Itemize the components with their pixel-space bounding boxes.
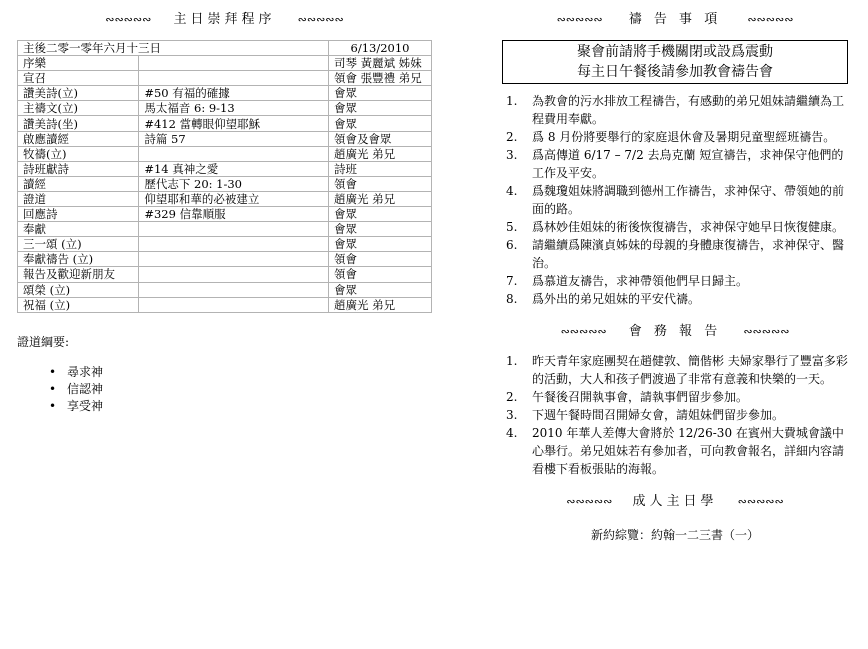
order-person: 領會: [329, 252, 432, 267]
table-row: [18, 237, 432, 252]
outline-item-text: 尋求神: [67, 364, 104, 379]
order-person: 會眾: [329, 222, 432, 237]
order-person: 會眾: [329, 86, 432, 101]
bullet-icon: •: [49, 398, 57, 413]
order-person: 領會及會眾: [329, 131, 432, 146]
decoration-left: ∾∾∾∾∾: [560, 325, 607, 338]
list-item: [500, 146, 850, 182]
item-text: 爲慕道友禱告，求神帶領他們早日歸主。: [532, 274, 749, 288]
announcements-column: [500, 8, 850, 543]
notice-line: 每主日午餐後請參加教會禱告會: [577, 64, 773, 80]
list-item: [500, 352, 850, 388]
order-content: [139, 252, 329, 267]
order-item: 頌榮 (立): [18, 282, 139, 297]
prayer-list: [500, 92, 850, 308]
order-person: 領會: [329, 267, 432, 282]
order-person: 會眾: [329, 101, 432, 116]
list-item: [500, 424, 850, 478]
order-content: 歷代志下 20: 1-30: [139, 176, 329, 191]
list-item: [49, 381, 432, 398]
order-person: 趙廣光 弟兄: [329, 146, 432, 161]
table-header-row: [18, 41, 432, 56]
order-item: 主禱文(立): [18, 101, 139, 116]
order-item: 讚美詩(立): [18, 86, 139, 101]
order-item: 回應詩: [18, 207, 139, 222]
sermon-outline-list: [49, 364, 432, 415]
decoration-right: ∾∾∾∾∾: [743, 325, 790, 338]
order-content: [139, 56, 329, 71]
item-number: 3.: [506, 148, 518, 162]
table-row: [18, 191, 432, 206]
table-row: [18, 176, 432, 191]
item-text: 爲 8 月份將要舉行的家庭退休會及暑期兒童聖經班禱告。: [532, 130, 836, 144]
order-item: 牧禱(立): [18, 146, 139, 161]
item-text: 下週午餐時間召開婦女會，請姐妹們留步參加。: [532, 408, 785, 422]
order-content: [139, 146, 329, 161]
item-number: 8.: [506, 292, 518, 306]
list-item: [500, 182, 850, 218]
decoration-left: ∾∾∾∾∾: [105, 13, 152, 26]
order-content: [139, 267, 329, 282]
table-row: [18, 56, 432, 71]
prayer-title: 禱 告 事 項: [628, 12, 722, 27]
item-number: 2.: [506, 390, 518, 404]
table-row: [18, 86, 432, 101]
item-number: 1.: [506, 354, 518, 368]
item-text: 昨天青年家庭團契在趙健敦、簡偕彬 夫婦家舉行了豐富多彩的活動，大人和孩子們渡過了非常有意義和快樂的一天。: [532, 354, 848, 386]
order-content: #329 信靠順服: [139, 207, 329, 222]
table-row: [18, 222, 432, 237]
item-number: 6.: [506, 238, 518, 252]
order-content: [139, 297, 329, 312]
order-content: [139, 237, 329, 252]
order-content: #412 當轉眼仰望耶穌: [139, 116, 329, 131]
list-item: [500, 388, 850, 406]
order-item: 三一頌 (立): [18, 237, 139, 252]
notice-line: 聚會前請將手機關閉或設爲震動: [577, 44, 773, 60]
order-item: 證道: [18, 191, 139, 206]
order-content: [139, 282, 329, 297]
item-text: 2010 年華人差傳大會將於 12/26-30 在賓州大費城會議中心舉行。弟兄姐妹若有參加者，可向教會報名，詳細内容請看樓下看板張貼的海報。: [532, 426, 845, 476]
table-row: [18, 282, 432, 297]
item-text: 午餐後召開執事會，請執事們留步參加。: [532, 390, 749, 404]
table-row: [18, 297, 432, 312]
item-text: 請繼續爲陳濱貞姊妹的母親的身體康復禱告，求神保守、醫 治。: [532, 238, 845, 270]
order-item: 宣召: [18, 71, 139, 86]
decoration-left: ∾∾∾∾∾: [556, 13, 603, 26]
item-number: 3.: [506, 408, 518, 422]
order-person: 會眾: [329, 207, 432, 222]
order-content: 馬太福音 6: 9-13: [139, 101, 329, 116]
order-person: 司琴 黃麗斌 姊妹: [329, 56, 432, 71]
sermon-outline-title: 證道綱要:: [17, 334, 70, 349]
service-date-text: 主後二零一零年六月十三日: [18, 41, 329, 56]
service-date: 6/13/2010: [329, 41, 432, 56]
table-row: [18, 146, 432, 161]
order-item: 序樂: [18, 56, 139, 71]
order-item: 奉獻: [18, 222, 139, 237]
worship-order-column: [17, 8, 432, 415]
sunday-school-heading: [500, 490, 850, 514]
order-content: [139, 71, 329, 86]
order-content: 仰望耶和華的必被建立: [139, 191, 329, 206]
order-person: 會眾: [329, 282, 432, 297]
table-row: [18, 101, 432, 116]
order-content: #50 有福的確據: [139, 86, 329, 101]
order-person: 趙廣光 弟兄: [329, 191, 432, 206]
table-row: [18, 267, 432, 282]
list-item: [500, 218, 850, 236]
order-person: 領會 張豐禮 弟兄: [329, 71, 432, 86]
sunday-school-topic: 新約綜覽：約翰一二三書（一）: [590, 528, 759, 542]
item-text: 爲魏瓊姐妹將調職到德州工作禱告，求神保守、帶領她的前面的路。: [532, 184, 845, 216]
item-number: 7.: [506, 274, 518, 288]
list-item: [500, 290, 850, 308]
item-number: 4.: [506, 426, 518, 440]
outline-item-text: 信認神: [67, 381, 104, 396]
bullet-icon: •: [49, 381, 57, 396]
order-person: 詩班: [329, 161, 432, 176]
table-row: [18, 207, 432, 222]
church-affairs-list: [500, 352, 850, 478]
order-item: 讚美詩(坐): [18, 116, 139, 131]
table-row: [18, 116, 432, 131]
item-number: 4.: [506, 184, 518, 198]
decoration-right: ∾∾∾∾∾: [737, 495, 784, 508]
list-item: [500, 236, 850, 272]
table-row: [18, 131, 432, 146]
order-item: 奉獻禱告 (立): [18, 252, 139, 267]
item-number: 2.: [506, 130, 518, 144]
item-text: 為教會的污水排放工程禱告，有感動的弟兄姐妹請繼續為工程費用奉獻。: [532, 94, 845, 126]
order-content: 詩篇 57: [139, 131, 329, 146]
order-item: 祝福 (立): [18, 297, 139, 312]
table-row: [18, 252, 432, 267]
prayer-heading: [500, 8, 850, 32]
sunday-school-title: 成人主日學: [632, 494, 718, 509]
list-item: [500, 128, 850, 146]
order-item: 詩班獻詩: [18, 161, 139, 176]
item-text: 爲外出的弟兄姐妹的平安代禱。: [532, 292, 701, 306]
order-person: 會眾: [329, 116, 432, 131]
order-person: 會眾: [329, 237, 432, 252]
church-affairs-title: 會 務 報 告: [628, 324, 722, 339]
item-text: 爲林妙佳姐妹的術後恢復禱告，求神保守她早日恢復健康。: [532, 220, 845, 234]
outline-item-text: 享受神: [67, 398, 104, 413]
bullet-icon: •: [49, 364, 57, 379]
list-item: [49, 364, 432, 381]
order-item: 報告及歡迎新朋友: [18, 267, 139, 282]
list-item: [49, 398, 432, 415]
decoration-right: ∾∾∾∾∾: [747, 13, 794, 26]
item-number: 1.: [506, 94, 518, 108]
order-item: 讀經: [18, 176, 139, 191]
order-person: 趙廣光 弟兄: [329, 297, 432, 312]
table-row: [18, 161, 432, 176]
list-item: [500, 272, 850, 290]
notice-box: [502, 40, 848, 84]
decoration-left: ∾∾∾∾∾: [566, 495, 613, 508]
item-text: 爲高傳道 6/17 – 7/2 去烏克蘭 短宣禱告，求神保守他們的工作及平安。: [532, 148, 844, 180]
order-item: 啟應讀經: [18, 131, 139, 146]
order-content: [139, 222, 329, 237]
worship-order-heading: [17, 8, 432, 32]
list-item: [500, 92, 850, 128]
order-person: 領會: [329, 176, 432, 191]
church-affairs-heading: [500, 320, 850, 344]
item-number: 5.: [506, 220, 518, 234]
order-content: #14 真神之愛: [139, 161, 329, 176]
table-row: [18, 71, 432, 86]
list-item: [500, 406, 850, 424]
decoration-right: ∾∾∾∾∾: [297, 13, 344, 26]
worship-order-table: [17, 40, 432, 313]
worship-order-title: 主日崇拜程序: [173, 12, 276, 27]
